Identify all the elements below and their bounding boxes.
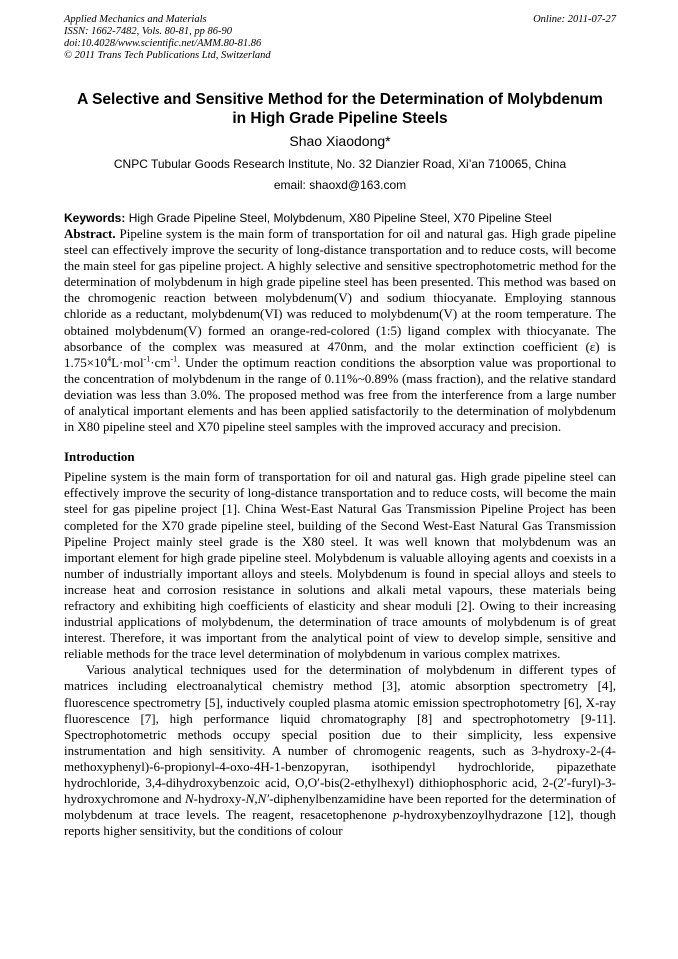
title-line-2: in High Grade Pipeline Steels: [232, 110, 448, 127]
journal-header: [64, 14, 616, 62]
keywords-text: High Grade Pipeline Steel, Molybdenum, X80 Pipeline Steel, X70 Pipeline Steel: [125, 211, 552, 225]
abstract-sup-1: 4: [107, 354, 112, 364]
intro-p2-italic-1: N: [185, 791, 194, 807]
keywords-label: Keywords:: [64, 211, 126, 225]
intro-p2-d: -hydroxybenzoylhydrazone [12], though reports higher sensitivity, but the conditions of colour: [64, 807, 616, 839]
abstract: [64, 226, 616, 435]
introduction-paragraph-2: [64, 662, 616, 839]
intro-p2-italic-3: p: [392, 807, 400, 823]
online-date: Online: 2011-07-27: [533, 14, 616, 25]
abstract-unit-b: ·cm: [150, 354, 171, 370]
intro-p2-b: -hydroxy-: [193, 791, 246, 807]
abstract-unit-a: L·mol: [111, 354, 144, 370]
affiliation: CNPC Tubular Goods Research Institute, No. 32 Dianzier Road, Xi’an 710065, China: [113, 157, 567, 171]
author-email: email: shaoxd@163.com: [273, 178, 407, 192]
introduction-paragraph-1: Pipeline system is the main form of transportation for oil and natural gas. High grade pipeline steel can effectively improve the security of long-distance transportation and to reduce costs, will become the main steel for gas pipeline project [1]. China West-East Natural Gas Transmission Pipeline Project has been completed for the X70 grade pipeline steel, building of the Second West-East Natural Gas Transmission Pipeline Project mainly steel grade is the X80 steel. It was well known that molybdenum was an important element for high grade pipeline steel. Molybdenum is valuable alloying agents and coexists in a number of industrially important alloys and steels. Molybdenum is found in special alloys and steels to increase heat and corrosion resistance in solutions and alkali metal vapours, these materials being refractory and exhibiting high coefficients of elasticity and shear moduli [2]. Owing to their increasing industrial applications of molybdenum, the determination of trace amounts of molybdenum is of great interest. Therefore, it was important from the analytical point of view to develop simple, sensitive and reliable methods for the trace level determination of molybdenum in various complex matrixes.: [64, 469, 616, 662]
intro-p2-a: Various analytical techniques used for the determination of molybdenum in different types of matrices including electroanalytical chemistry method [3], atomic absorption spectrometry [4], fluorescence spectrometry [5], inductively coupled plasma atomic emission spectrophotometry [6], X-ray fluorescence [7], high performance liquid chromatography [8] and spectrophotometry [9-11]. Spectrophotometric methods occupy special position due to their simplicity, less expensive instrumentation and high sensitivity. A number of chromogenic reagents, such as 3-hydroxy-2-(4-methoxyphenyl)-6-propionyl-4-oxo-4H-1-benzopyran, isothipendyl hydrochloride, pipazethate hydrochloride, 3,4-dihydroxybenzoic acid, O,O′-bis(2-ethylhexyl) dithiophosphoric acid, 2-(2′-furyl)-3-hydroxychromone and: [64, 662, 616, 807]
abstract-label: Abstract.: [64, 226, 116, 241]
intro-p2-c: -diphenylbenzamidine have been reported for the determination of molybdenum at trace levels. The reagent, resacetophenone: [64, 791, 616, 823]
copyright-line: © 2011 Trans Tech Publications Ltd, Switzerland: [64, 50, 271, 61]
title-line-1: A Selective and Sensitive Method for the Determination of Molybdenum: [77, 91, 603, 108]
abstract-text-2: . Under the optimum reaction conditions the absorption value was proportional to the concentration of molybdenum in the range of 0.11%~0.89% (mass fraction), and the relative standard deviation was less than 3.0%. The proposed method was free from the interference from a large number of analytical important elements and has been applied satisfactorily to the determination of molybdenum in X80 pipeline steel and X70 pipeline steel samples with the improved accuracy and precision.: [64, 354, 616, 435]
keywords: [64, 211, 616, 226]
issn-line: ISSN: 1662-7482, Vols. 80-81, pp 86-90: [64, 26, 232, 37]
author-name: Shao Xiaodong*: [289, 133, 391, 149]
abstract-sup-3: -1: [170, 354, 178, 364]
paper-page: [64, 14, 616, 839]
abstract-sup-2: -1: [143, 354, 151, 364]
doi-line: doi:10.4028/www.scientific.net/AMM.80-81.86: [64, 38, 262, 49]
intro-p2-italic-2: N,N′: [245, 791, 270, 807]
abstract-text-1: Pipeline system is the main form of transportation for oil and natural gas. High grade pipeline steel can effectively improve the security of long-distance transportation and to reduce costs, will become the main steel for gas pipeline project. A highly selective and sensitive spectrophotometric method for the determination of molybdenum in high grade pipeline steel has been presented. This method was based on the chromogenic reaction between molybdenum(V) and sodium thiocyanate. Employing stannous chloride as a reductant, molybdenum(VI) was reduced to molybdenum(V) at the room temperature. The obtained molybdenum(V) formed an orange-red-colored (1:5) ligand complex with thiocyanate. The absorbance of the complex was measured at 470nm, and the molar extinction coefficient (ε) is 1.75×10: [64, 226, 616, 370]
journal-name: Applied Mechanics and Materials: [64, 14, 207, 25]
introduction-heading: Introduction: [64, 449, 135, 465]
paper-title: [64, 90, 616, 128]
